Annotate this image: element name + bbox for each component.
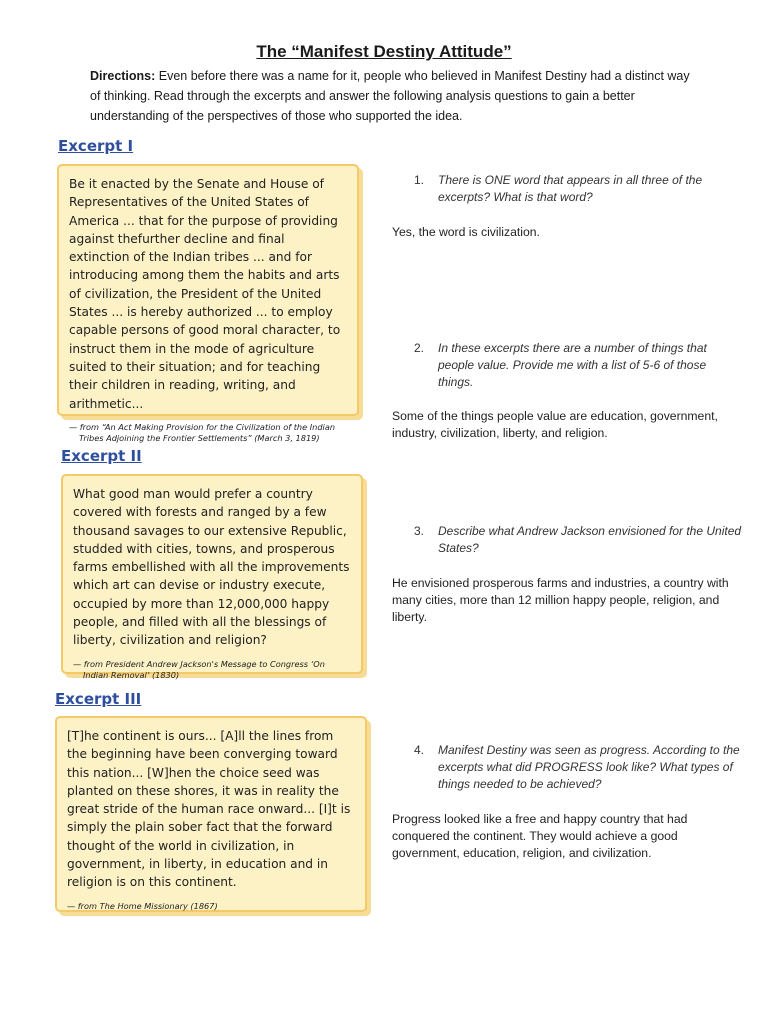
excerpt-3-box — [55, 716, 367, 912]
question-2-number: 2. — [414, 341, 425, 355]
excerpt-1-heading: Excerpt I — [58, 137, 134, 155]
excerpt-2-heading: Excerpt II — [61, 447, 142, 465]
excerpt-3-heading: Excerpt III — [55, 690, 142, 708]
question-4-text: Manifest Destiny was seen as progress. According to the excerpts what did PROGRESS look like? What types of things needed to be achieved? — [438, 743, 740, 791]
question-2-text: In these excerpts there are a number of things that people value. Provide me with a list of 5-6 of those things. — [438, 341, 707, 389]
excerpt-1-text: Be it enacted by the Senate and House of Representatives of the United States of America ... that for the purpose of providing against thefurther decline and final extinction of the Indian tribes ... and for introducing among them the habits and arts of civilization, the President of the United States ... is hereby authorized ... to employ capable persons of good moral character, to instruct them in the mode of agriculture suited to their situation; and for teaching their children in reading, writing, and arithmetic... — [69, 177, 341, 411]
question-2 — [392, 340, 742, 391]
excerpt-1-source: — from “An Act Making Provision for the Civilization of the Indian Tribes Adjoining the Frontier Settlements” (March 3, 1819) — [69, 421, 336, 443]
excerpt-3-text: [T]he continent is ours... [A]ll the lines from the beginning have been converging toward this nation... [W]hen the choice seed was planted on these shores, it was in reality the great stride of the human race onward... [I]t is simply the plain sober fact that the forward thought of the world in civilization, in government, in liberty, in education and in religion is on this continent. — [67, 729, 351, 890]
answer-1: Yes, the word is civilization. — [392, 225, 540, 239]
question-1-number: 1. — [414, 173, 425, 187]
excerpt-3-source: — from The Home Missionary (1867) — [67, 900, 218, 911]
question-3-number: 3. — [414, 524, 425, 538]
directions-text: Even before there was a name for it, people who believed in Manifest Destiny had a distinct way of thinking. Read through the excerpts and answer the following analysis questions to gain a better understanding of the perspectives of those who supported the idea. — [90, 69, 690, 123]
answer-4: Progress looked like a free and happy country that had conquered the continent. They would achieve a good government, education, religion, and civilization. — [392, 812, 688, 860]
excerpt-2-box — [61, 474, 363, 680]
excerpt-1-box — [57, 164, 359, 443]
excerpt-2-source: — from President Andrew Jackson's Message to Congress ‘On Indian Removal’ (1830) — [73, 658, 325, 680]
question-3 — [392, 523, 742, 557]
excerpt-2-text: What good man would prefer a country covered with forests and ranged by a few thousand savages to our extensive Republic, studded with cities, towns, and prosperous farms embellished with all the improvements which art can devise or industry execute, occupied by more than 12,000,000 happy people, and filled with all the blessings of liberty, civilization and religion? — [73, 487, 350, 648]
question-1-text: There is ONE word that appears in all three of the excerpts? What is that word? — [438, 173, 703, 204]
question-4 — [392, 742, 742, 793]
directions — [90, 66, 690, 126]
answer-2: Some of the things people value are education, government, industry, civilization, liberty, and religion. — [392, 409, 718, 440]
answer-3: He envisioned prosperous farms and industries, a country with many cities, more than 12 million happy people, religion, and liberty. — [392, 576, 729, 624]
page-title: The “Manifest Destiny Attitude” — [256, 42, 512, 61]
directions-label: Directions: — [90, 69, 156, 83]
question-3-text: Describe what Andrew Jackson envisioned for the United States? — [438, 524, 742, 555]
question-1 — [392, 172, 742, 206]
question-4-number: 4. — [414, 743, 425, 757]
